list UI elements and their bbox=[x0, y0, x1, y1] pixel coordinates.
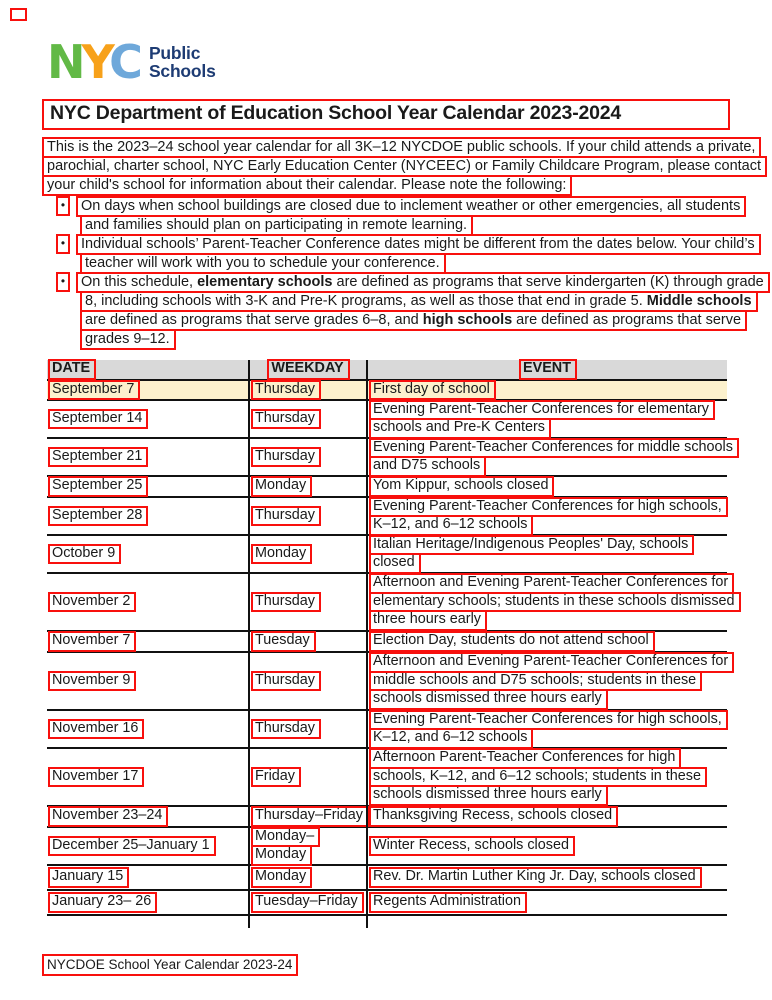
event-cell bbox=[366, 401, 727, 437]
text-annotation-box: Election Day, students do not attend school bbox=[369, 631, 655, 652]
text-annotation-box: Tuesday bbox=[251, 631, 316, 652]
text: are defined as programs that serve grades 6–8, and bbox=[85, 312, 423, 328]
text: are defined as programs that serve bbox=[512, 312, 742, 328]
column-divider bbox=[248, 360, 250, 928]
text-annotation-box: schools and Pre-K Centers bbox=[369, 418, 551, 439]
text-annotation-box bbox=[76, 234, 761, 255]
weekday-cell bbox=[248, 749, 366, 805]
text-annotation-box: November 23–24 bbox=[48, 806, 168, 827]
text-annotation-box: Thursday bbox=[251, 671, 321, 692]
bullet-line bbox=[56, 272, 770, 291]
bullet-marker: • bbox=[56, 234, 70, 254]
bullet-line bbox=[56, 215, 770, 234]
column-divider bbox=[366, 360, 368, 928]
table-row bbox=[47, 866, 727, 891]
event-cell bbox=[366, 574, 735, 630]
bullet-line bbox=[56, 310, 770, 329]
text-annotation-box: Monday bbox=[251, 867, 312, 888]
weekday-cell bbox=[248, 536, 366, 572]
date-cell bbox=[47, 828, 248, 864]
text-annotation-box: three hours early bbox=[369, 610, 487, 631]
date-cell bbox=[47, 574, 248, 630]
bold-text: elementary schools bbox=[197, 274, 333, 290]
text-annotation-box: September 7 bbox=[48, 380, 140, 401]
table-row bbox=[47, 807, 727, 828]
weekday-cell bbox=[248, 828, 366, 864]
table-row bbox=[47, 381, 727, 401]
date-cell bbox=[47, 381, 248, 399]
text: On this schedule, bbox=[81, 274, 198, 290]
bullet-line bbox=[56, 196, 770, 215]
event-cell bbox=[366, 891, 727, 914]
weekday-cell bbox=[248, 477, 366, 496]
text-annotation-box: Regents Administration bbox=[369, 892, 527, 913]
text-annotation-box bbox=[80, 329, 176, 350]
text-annotation-box: Thursday bbox=[251, 409, 321, 430]
text-annotation-box: and D75 schools bbox=[369, 456, 486, 477]
text-annotation-box: Thanksgiving Recess, schools closed bbox=[369, 806, 618, 827]
logo-letter-y: Y bbox=[81, 35, 110, 89]
text-annotation-box: Monday bbox=[251, 845, 312, 866]
intro-line bbox=[42, 137, 767, 156]
logo-letter-c: C bbox=[109, 35, 139, 89]
table-row bbox=[47, 574, 735, 632]
bullet-marker: • bbox=[56, 272, 70, 292]
table-row bbox=[47, 632, 727, 653]
table-row bbox=[47, 653, 727, 711]
text-annotation-box: parochial, charter school, NYC Early Education Center (NYCEEC) or Family Childcare Program, please contact bbox=[42, 156, 767, 177]
header-event-annotation-box: EVENT bbox=[519, 359, 577, 380]
text-annotation-box: Thursday bbox=[251, 380, 321, 401]
event-cell bbox=[366, 632, 727, 651]
page-title: NYC Department of Education School Year Calendar 2023-2024 bbox=[50, 102, 622, 124]
footer-label: NYCDOE School Year Calendar 2023-24 bbox=[42, 954, 298, 976]
table-row bbox=[47, 828, 727, 866]
text-annotation-box bbox=[80, 253, 446, 274]
date-cell bbox=[47, 711, 248, 747]
weekday-cell bbox=[248, 711, 366, 747]
text-annotation-box: November 17 bbox=[48, 767, 144, 788]
text: Individual schools’ Parent-Teacher Conference dates might be different from the dates below. Your child’s bbox=[81, 236, 755, 252]
bullet-marker: • bbox=[56, 196, 70, 216]
text-annotation-box: Afternoon and Evening Parent-Teacher Conferences for bbox=[369, 652, 734, 673]
event-cell bbox=[366, 828, 727, 864]
text-annotation-box: Italian Heritage/Indigenous Peoples' Day, schools bbox=[369, 535, 694, 556]
table-row bbox=[47, 498, 727, 536]
text-annotation-box: November 9 bbox=[48, 671, 136, 692]
text: grades 9–12. bbox=[85, 331, 170, 347]
text-annotation-box: Evening Parent-Teacher Conferences for elementary bbox=[369, 400, 715, 421]
text-annotation-box: middle schools and D75 schools; students in these bbox=[369, 671, 702, 692]
header-cell-weekday bbox=[248, 360, 366, 379]
text-annotation-box bbox=[76, 196, 746, 217]
date-cell bbox=[47, 498, 248, 534]
text-annotation-box bbox=[80, 310, 747, 331]
text: teacher will work with you to schedule your conference. bbox=[85, 255, 440, 271]
date-cell bbox=[47, 891, 248, 914]
text-annotation-box: September 14 bbox=[48, 409, 148, 430]
text-annotation-box: Monday bbox=[251, 476, 312, 497]
bullet-line bbox=[56, 291, 770, 310]
table-row bbox=[47, 711, 727, 749]
weekday-cell bbox=[248, 381, 366, 399]
bullet-line bbox=[56, 234, 770, 253]
table-row bbox=[47, 749, 727, 807]
bold-text: high schools bbox=[422, 312, 513, 328]
text: On days when school buildings are closed due to inclement weather or other emergencies, all students bbox=[81, 198, 741, 214]
logo-wordmark-line2: Schools bbox=[148, 61, 216, 81]
logo-wordmark bbox=[149, 44, 216, 80]
text-annotation-box: October 9 bbox=[48, 544, 121, 565]
text-annotation-box: Thursday bbox=[251, 592, 321, 613]
table-row bbox=[47, 401, 727, 439]
event-cell bbox=[366, 807, 727, 826]
text: are defined as programs that serve kindergarten (K) through grade bbox=[332, 274, 764, 290]
date-cell bbox=[47, 653, 248, 709]
text-annotation-box: K–12, and 6–12 schools bbox=[369, 728, 533, 749]
text-annotation-box: Tuesday–Friday bbox=[251, 892, 364, 913]
weekday-cell bbox=[248, 866, 366, 889]
logo-wordmark-line1: Public bbox=[148, 43, 201, 63]
table-row bbox=[47, 477, 727, 498]
text-annotation-box: Thursday bbox=[251, 506, 321, 527]
event-cell bbox=[366, 498, 727, 534]
text-annotation-box: November 16 bbox=[48, 719, 144, 740]
event-cell bbox=[366, 477, 727, 496]
table-row bbox=[47, 438, 733, 477]
text-annotation-box: September 21 bbox=[48, 447, 148, 468]
text-annotation-box: Evening Parent-Teacher Conferences for middle schools bbox=[369, 438, 739, 459]
header-cell-event bbox=[366, 360, 727, 379]
weekday-cell bbox=[248, 632, 366, 651]
event-cell bbox=[366, 711, 727, 747]
date-cell bbox=[47, 866, 248, 889]
text-annotation-box: schools dismissed three hours early bbox=[369, 785, 608, 806]
text-annotation-box: Winter Recess, schools closed bbox=[369, 836, 575, 857]
text-annotation-box: November 7 bbox=[48, 631, 136, 652]
text-annotation-box: K–12, and 6–12 schools bbox=[369, 515, 533, 536]
date-cell bbox=[47, 807, 248, 826]
text-annotation-box: September 25 bbox=[48, 476, 148, 497]
event-cell bbox=[366, 866, 727, 889]
corner-annotation-marker bbox=[10, 8, 27, 21]
text-annotation-box: Monday– bbox=[251, 827, 320, 848]
text-annotation-box bbox=[76, 272, 770, 293]
intro-line bbox=[42, 175, 767, 194]
text-annotation-box bbox=[80, 291, 758, 312]
intro-line bbox=[42, 156, 767, 175]
calendar-table bbox=[47, 360, 735, 916]
text-annotation-box: closed bbox=[369, 553, 421, 574]
nyc-public-schools-logo bbox=[47, 35, 216, 89]
date-cell bbox=[47, 632, 248, 651]
header-cell-date bbox=[47, 360, 248, 379]
text-annotation-box: This is the 2023–24 school year calendar for all 3K–12 NYCDOE public schools. If your child attends a private, bbox=[42, 137, 761, 158]
table-row bbox=[47, 536, 727, 574]
text-annotation-box: Rev. Dr. Martin Luther King Jr. Day, schools closed bbox=[369, 867, 702, 888]
weekday-cell bbox=[248, 807, 366, 826]
bold-text: Middle schools bbox=[646, 293, 752, 309]
header-date-annotation-box: DATE bbox=[48, 359, 96, 380]
text-annotation-box: Friday bbox=[251, 767, 301, 788]
text-annotation-box: schools, K–12, and 6–12 schools; students in these bbox=[369, 767, 707, 788]
text-annotation-box: Monday bbox=[251, 544, 312, 565]
header-weekday-annotation-box: WEEKDAY bbox=[267, 359, 349, 380]
logo-letter-n: N bbox=[47, 35, 82, 89]
text-annotation-box: your child's school for information about their calendar. Please note the following: bbox=[42, 175, 572, 196]
weekday-cell bbox=[248, 574, 366, 630]
text: 8, including schools with 3-K and Pre-K programs, as well as those that end in grade 5. bbox=[85, 293, 647, 309]
date-cell bbox=[47, 749, 248, 805]
weekday-cell bbox=[248, 401, 366, 437]
text-annotation-box bbox=[80, 215, 473, 236]
text-annotation-box: Yom Kippur, schools closed bbox=[369, 476, 554, 497]
bullet-line bbox=[56, 253, 770, 272]
text-annotation-box: September 28 bbox=[48, 506, 148, 527]
weekday-cell bbox=[248, 498, 366, 534]
page-title-annotation-box bbox=[42, 99, 730, 130]
date-cell bbox=[47, 439, 248, 475]
text-annotation-box: Thursday bbox=[251, 719, 321, 740]
text-annotation-box: Thursday bbox=[251, 447, 321, 468]
date-cell bbox=[47, 536, 248, 572]
text-annotation-box: Evening Parent-Teacher Conferences for high schools, bbox=[369, 710, 728, 731]
table-row bbox=[47, 891, 727, 916]
event-cell bbox=[366, 438, 733, 475]
bullet-list bbox=[56, 196, 770, 348]
weekday-cell bbox=[248, 891, 366, 914]
date-cell bbox=[47, 401, 248, 437]
text-annotation-box: schools dismissed three hours early bbox=[369, 689, 608, 710]
text-annotation-box: Afternoon Parent-Teacher Conferences for high bbox=[369, 748, 681, 769]
nyc-logo-mark bbox=[47, 35, 139, 89]
text-annotation-box: elementary schools; students in these schools dismissed bbox=[369, 592, 741, 613]
text-annotation-box: November 2 bbox=[48, 592, 136, 613]
event-cell bbox=[366, 749, 727, 805]
text-annotation-box: Afternoon and Evening Parent-Teacher Conferences for bbox=[369, 573, 734, 594]
text-annotation-box: January 23– 26 bbox=[48, 892, 157, 913]
event-cell bbox=[366, 653, 727, 709]
event-cell bbox=[366, 536, 727, 572]
footer bbox=[42, 954, 298, 976]
text: and families should plan on participating in remote learning. bbox=[85, 217, 468, 233]
date-cell bbox=[47, 477, 248, 496]
weekday-cell bbox=[248, 653, 366, 709]
event-cell bbox=[366, 381, 727, 399]
bullet-line bbox=[56, 329, 770, 348]
intro-paragraph bbox=[42, 137, 767, 194]
weekday-cell bbox=[248, 439, 366, 475]
text-annotation-box: January 15 bbox=[48, 867, 129, 888]
text-annotation-box: Evening Parent-Teacher Conferences for high schools, bbox=[369, 497, 728, 518]
text-annotation-box: December 25–January 1 bbox=[48, 836, 216, 857]
table-header-row bbox=[47, 360, 727, 381]
text-annotation-box: First day of school bbox=[369, 380, 496, 401]
text-annotation-box: Thursday–Friday bbox=[251, 806, 369, 827]
